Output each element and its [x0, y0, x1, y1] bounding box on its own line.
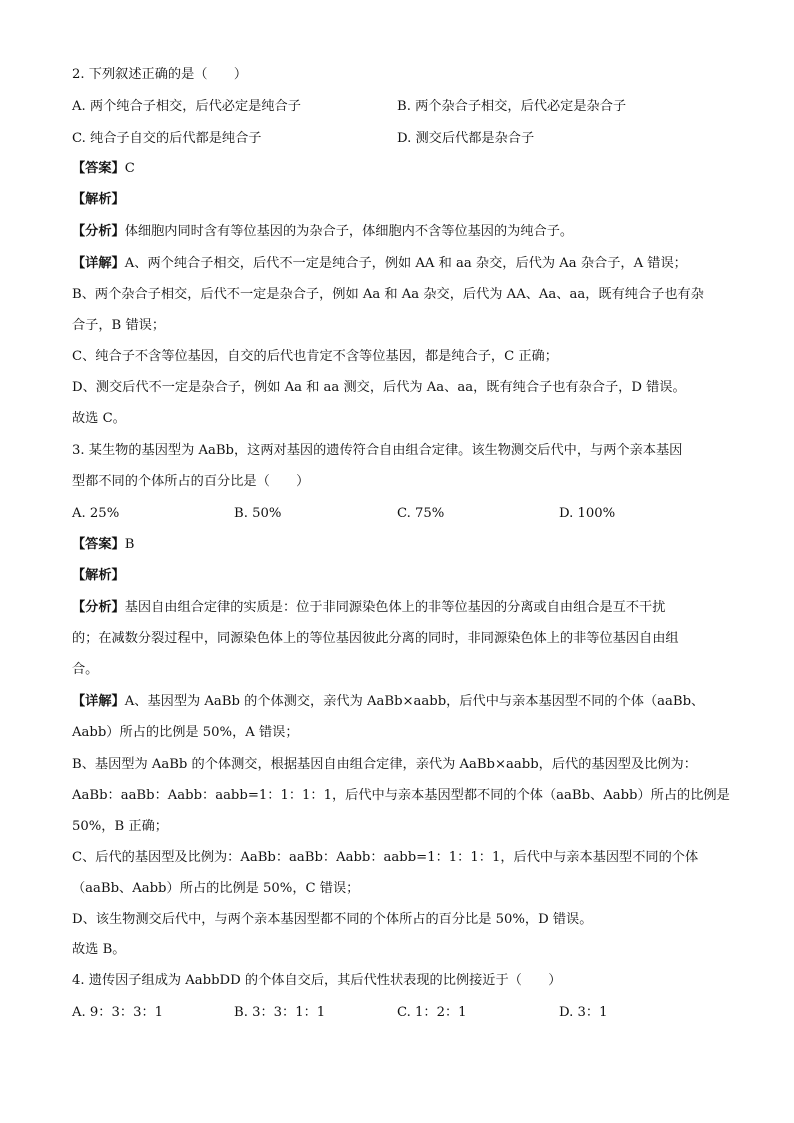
q2-fenxi [72, 223, 573, 241]
q4-option-a: A. 9：3：3：1 [72, 1005, 164, 1020]
answer-value: C [124, 161, 135, 176]
fenxi-tag: 【分析】 [72, 224, 125, 239]
q3-xiangjie-6: C、后代的基因型及比例为：AaBb：aaBb：Aabb：aabb=1：1：1：1，后代中与亲本基因型不同的个体 [72, 850, 699, 865]
q2-option-b: B. 两个杂合子相交，后代必定是杂合子 [397, 99, 627, 114]
q2-option-a: A. 两个纯合子相交，后代必定是纯合子 [72, 99, 301, 114]
q3-fenxi-1 [72, 599, 665, 617]
q2-xiangjie-5: D、测交后代不一定是杂合子，例如 Aa 和 aa 测交，后代为 Aa、aa，既有纯合子也有杂合子，D 错误。 [72, 380, 686, 395]
q3-option-b: B. 50% [234, 506, 282, 521]
q3-xiangjie-7: （aaBb、Aabb）所占的比例是 50%，C 错误； [72, 881, 360, 896]
q3-fenxi-3: 合。 [72, 662, 99, 677]
q3-stem-2: 型都不同的个体所占的百分比是（ ） [72, 474, 310, 489]
q4-option-b: B. 3：3：1：1 [234, 1005, 326, 1020]
q3-answer [72, 536, 134, 554]
xiangjie-text: A、基因型为 AaBb 的个体测交，亲代为 AaBb×aabb，后代中与亲本基因型不同的个体（aaBb、 [124, 694, 705, 709]
q2-answer [72, 160, 135, 178]
fenxi-tag: 【分析】 [72, 600, 125, 615]
q2-option-d: D. 测交后代都是杂合子 [397, 131, 535, 146]
xiangjie-tag: 【详解】 [72, 256, 125, 271]
q3-stem-1: 3. 某生物的基因型为 AaBb，这两对基因的遗传符合自由组合定律。该生物测交后代中，与两个亲本基因 [72, 443, 683, 458]
q4-option-c: C. 1：2：1 [397, 1005, 467, 1020]
q2-xiangjie-4: C、纯合子不含等位基因，自交的后代也肯定不含等位基因，都是纯合子，C 正确； [72, 349, 558, 364]
q3-xiangjie-3: B、基因型为 AaBb 的个体测交，根据基因自由组合定律，亲代为 AaBb×aabb，后代的基因型及比例为： [72, 757, 697, 772]
xiangjie-tag: 【详解】 [72, 694, 125, 709]
q3-xiangjie-8: D、该生物测交后代中，与两个亲本基因型都不同的个体所占的百分比是 50%，D 错误。 [72, 912, 593, 927]
q3-conclusion: 故选 B。 [72, 942, 126, 957]
q4-option-d: D. 3：1 [559, 1005, 608, 1020]
q2-stem: 2. 下列叙述正确的是（ ） [72, 67, 248, 82]
q2-xiangjie-2: B、两个杂合子相交，后代不一定是杂合子，例如 Aa 和 Aa 杂交，后代为 AA、Aa、aa，既有纯合子也有杂 [72, 287, 704, 302]
q2-conclusion: 故选 C。 [72, 411, 126, 426]
xiangjie-text: A、两个纯合子相交，后代不一定是纯合子，例如 AA 和 aa 杂交，后代为 Aa 杂合子，A 错误； [124, 256, 687, 271]
answer-value: B [124, 537, 135, 552]
q3-analysis-tag: 【解析】 [72, 568, 125, 583]
q3-option-a: A. 25% [72, 506, 120, 521]
q3-option-c: C. 75% [397, 506, 445, 521]
answer-tag: 【答案】 [72, 161, 125, 176]
q3-xiangjie-5: 50%，B 正确； [72, 819, 168, 834]
q3-option-d: D. 100% [559, 506, 616, 521]
q3-xiangjie-4: AaBb：aaBb：Aabb：aabb=1：1：1：1，后代中与亲本基因型都不同的个体（aaBb、Aabb）所占的比例是 [72, 788, 730, 803]
q2-xiangjie-1 [72, 255, 687, 273]
q3-fenxi-2: 的；在减数分裂过程中，同源染色体上的等位基因彼此分离的同时，非同源染色体上的非等位基因自由组 [72, 631, 679, 646]
fenxi-text: 基因自由组合定律的实质是：位于非同源染色体上的非等位基因的分离或自由组合是互不干扰 [124, 600, 666, 615]
fenxi-text: 体细胞内同时含有等位基因的为杂合子，体细胞内不含等位基因的为纯合子。 [124, 224, 574, 239]
q2-xiangjie-3: 合子，B 错误； [72, 318, 166, 333]
q4-stem: 4. 遗传因子组成为 AabbDD 的个体自交后，其后代性状表现的比例接近于（ ） [72, 973, 562, 988]
q3-xiangjie-2: Aabb）所占的比例是 50%，A 错误； [72, 725, 299, 740]
q3-xiangjie-1 [72, 693, 704, 711]
q2-option-c: C. 纯合子自交的后代都是纯合子 [72, 131, 262, 146]
answer-tag: 【答案】 [72, 537, 125, 552]
q2-analysis-tag: 【解析】 [72, 192, 125, 207]
